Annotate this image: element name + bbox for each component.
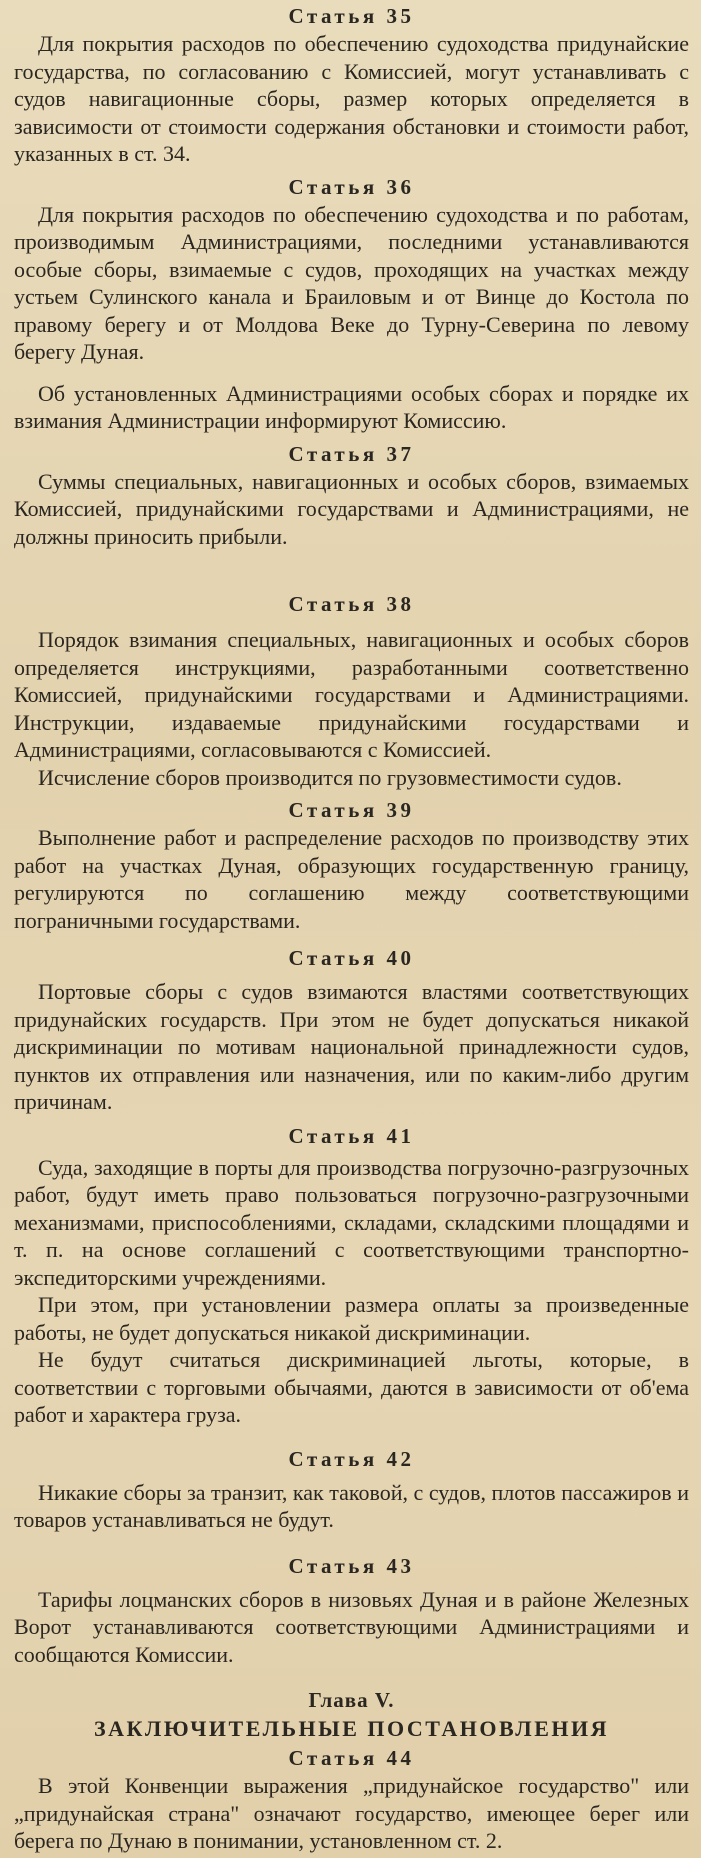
article-38-heading: Статья 38	[288, 592, 415, 616]
article-41-paragraph-2: При этом, при установлении размера оплаты за произведенные работы, не будет допускаться никакой дискриминации.	[14, 1292, 689, 1345]
article-37-paragraph-1: Суммы специальных, навигационных и особых сборов, взимаемых Комиссией, придунайскими государствами и Администрациями, не должны приносить прибыли.	[14, 468, 689, 549]
article-39-heading: Статья 39	[288, 798, 415, 822]
article-41-paragraph-3: Не будут считаться дискриминацией льготы, которые, в соответствии с торговыми обычаями, даются в зависимости от об'ема работ и характера груза.	[14, 1347, 689, 1427]
article-41-paragraph-1: Суда, заходящие в порты для производства погрузочно-разгрузочных работ, будут иметь право пользоваться погрузочно-разгрузочными механизмами, приспособлениями, складами, складскими площадями и т. п. на основе соглашений с соответствующими транспортно-экспедиторскими учреждениями.	[14, 1154, 689, 1290]
article-44-heading: Статья 44	[288, 1746, 415, 1770]
article-44-paragraph-1: В этой Конвенции выражения „придунайское государство" или „придунайская страна" означают государство, имеющее берег или берега по Дунаю в понимании, установленном ст. 2.	[14, 1773, 689, 1853]
article-43-heading: Статья 43	[288, 1553, 415, 1578]
article-42-paragraph-1: Никакие сборы за транзит, как таковой, с судов, плотов пассажиров и товаров устанавливаться не будут.	[14, 1479, 689, 1532]
article-38-paragraph-2: Исчисление сборов производится по грузовместимости судов.	[38, 764, 622, 790]
article-36-paragraph-1: Для покрытия расходов по обеспечению судоходства и по работам, производимым Администрациями, последними устанавливаются особые сборы, взимаемые с судов, проходящих на участках между устьем Сулинского канала и Браиловым и от Винце до Костола по правому берегу и от Молдова Веке до Турну-Северина по левому берегу Дуная.	[14, 201, 689, 364]
article-35-paragraph-1: Для покрытия расходов по обеспечению судоходства придунайские государства, по согласованию с Комиссией, могут устанавливать с судов навигационные сборы, размер которых определяется в зависимости от стоимости содержания обстановки и стоимости работ, указанных в ст. 34.	[14, 31, 689, 166]
article-40-heading: Статья 40	[288, 946, 415, 970]
article-37-heading: Статья 37	[288, 441, 415, 466]
article-36-heading: Статья 36	[288, 174, 415, 199]
article-40-paragraph-1: Портовые сборы с судов взимаются властями соответствующих придунайских государств. При этом не будет допускаться никакой дискриминации по мотивам национальной принадлежности судов, пунктов их отправления или назначения, или по каким-либо другим причинам.	[14, 979, 689, 1114]
article-43-paragraph-1: Тарифы лоцманских сборов в низовьях Дуная и в районе Железных Ворот устанавливаются соответствующими Администрациями и сообщаются Комиссии.	[14, 1586, 689, 1667]
article-38-paragraph-1: Порядок взимания специальных, навигационных и особых сборов определяется инструкциями, разработанными соответственно Комиссией, придунайскими государствами и Администрациями. Инструкции, издаваемые придунайскими государствами и Администрациями, согласовываются с Комиссией.	[14, 627, 689, 762]
chapter-title: ЗАКЛЮЧИТЕЛЬНЫЕ ПОСТАНОВЛЕНИЯ	[93, 1716, 609, 1741]
article-41-heading: Статья 41	[288, 1123, 415, 1148]
article-39-paragraph-1: Выполнение работ и распределение расходов по производству этих работ на участках Дуная, образующих государственную границу, регулируются по соглашению между соответствующими пограничными государствами.	[14, 825, 689, 933]
chapter-label: Глава V.	[308, 1688, 395, 1712]
article-35-heading: Статья 35	[288, 4, 415, 28]
article-36-paragraph-2: Об установленных Администрациями особых сборах и порядке их взимания Администрации информируют Комиссию.	[14, 380, 689, 433]
article-42-heading: Статья 42	[288, 1446, 415, 1471]
